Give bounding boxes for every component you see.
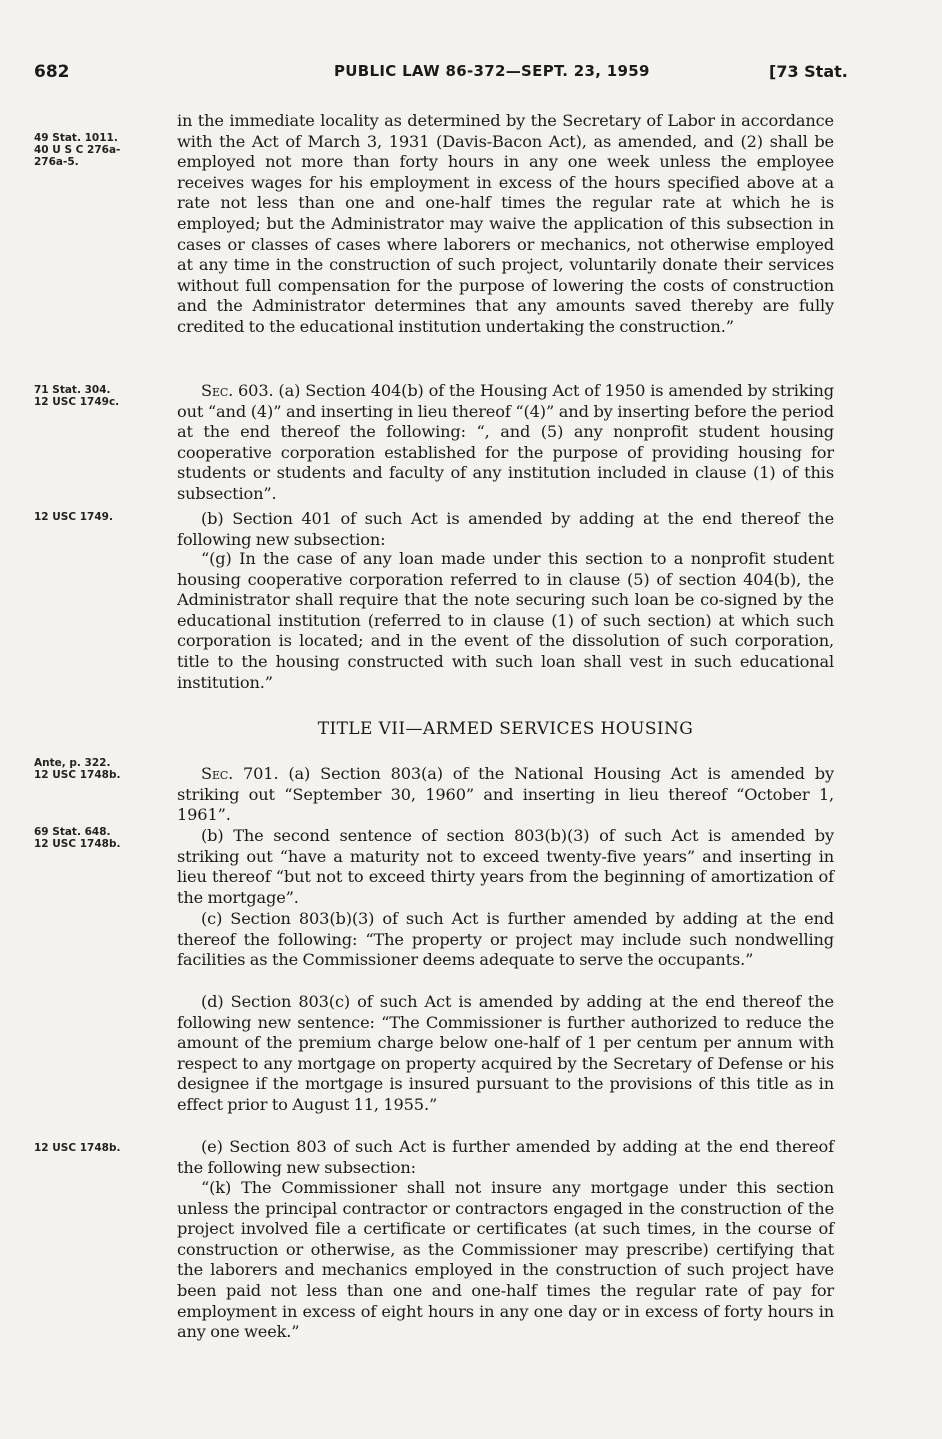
margin-note: 12 USC 1749. <box>34 511 113 523</box>
title-heading: TITLE VII—ARMED SERVICES HOUSING <box>317 719 694 739</box>
section-text: (a) Section 803(a) of the National Housing Act is amended by striking out “September 30, 1960” and inserting in lieu thereof “October 1, 1961”. <box>177 764 834 825</box>
section-text: (a) Section 404(b) of the Housing Act of 1950 is amended by striking out “and (4)” and inserting in lieu thereof “(4)” and by inserting before the period at the end thereof the following: “, and (5) any nonprofit student housing cooperative corporation established for the purpose of providing housing for students or students and faculty of any institution included in clause (1) of this subsection”. <box>177 381 834 503</box>
paragraph-continuation: in the immediate locality as determined by the Secretary of Labor in accordance with the Act of March 3, 1931 (Davis-Bacon Act), as amended, and (2) shall be employed not more than forty hours in any one week unless the employee receives wages for his employment in excess of the hours specified above at a rate not less than one and one-half times the regular rate at which he is employed; but the Administrator may waive the application of this subsection in cases or classes of cases where laborers or mechanics, not otherwise employed at any time in the construction of such project, voluntarily donate their services without full compensation for the purpose of lowering the costs of construction and the Administrator determines that any amounts saved thereby are fully credited to the educational institution undertaking the construction.” <box>177 111 834 336</box>
page-number: 682 <box>34 62 70 82</box>
subsection-g: “(g) In the case of any loan made under this section to a nonprofit student housing cooperative corporation referred to in clause (5) of section 404(b), the Administrator shall require that the note securing such loan be co-signed by the educational institution (referred to in clause (1) of such section) at which such corporation is located; and in the event of the dissolution of such corporation, title to the housing constructed with such loan shall vest in such educational institution.” <box>177 549 834 692</box>
section-701-b: (b) The second sentence of section 803(b)(3) of such Act is amended by striking out “have a maturity not to exceed twenty-five years” and inserting in lieu thereof “but not to exceed thirty years from the beginning of amortization of the mortgage”. <box>177 826 834 907</box>
page-header <box>34 62 884 86</box>
section-701-c: (c) Section 803(b)(3) of such Act is further amended by adding at the end thereof the following: “The property or project may include such nondwelling facilities as the Commissioner deems adequate to serve the occupants.” <box>177 909 834 970</box>
section-603-a <box>177 381 834 505</box>
margin-note: Ante, p. 322. 12 USC 1748b. <box>34 757 121 781</box>
section-701-d: (d) Section 803(c) of such Act is amended by adding at the end thereof the following new sentence: “The Commissioner is further authorized to reduce the amount of the premium charge below one-half of 1 per centum per annum with respect to any mortgage on property acquired by the Secretary of Defense or his designee if the mortgage is insured pursuant to the provisions of this title as in effect prior to August 11, 1955.” <box>177 992 834 1114</box>
section-701-e: (e) Section 803 of such Act is further amended by adding at the end thereof the following new subsection: <box>177 1137 834 1177</box>
margin-note: 69 Stat. 648. 12 USC 1748b. <box>34 826 121 850</box>
margin-note: 49 Stat. 1011. 40 U S C 276a- 276a-5. <box>34 132 121 168</box>
statute-volume: [73 Stat. <box>769 62 848 81</box>
section-label: Sec. 701. <box>201 764 279 783</box>
section-label: Sec. 603. <box>201 381 274 400</box>
section-701-a <box>177 764 834 826</box>
subsection-k: “(k) The Commissioner shall not insure any mortgage under this section unless the principal contractor or contractors engaged in the construction of the project involved file a certificate or certificates (at such times, in the course of construction or otherwise, as the Commissioner may prescribe) certifying that the laborers and mechanics employed in the construction of such project have been paid not less than one and one-half times the regular rate of pay for employment in excess of eight hours in any one day or in excess of forty hours in any one week.” <box>177 1178 834 1342</box>
margin-note: 12 USC 1748b. <box>34 1142 121 1154</box>
section-603-b: (b) Section 401 of such Act is amended by adding at the end thereof the following new subsection: <box>177 509 834 549</box>
margin-note: 71 Stat. 304. 12 USC 1749c. <box>34 384 120 408</box>
running-head: PUBLIC LAW 86-372—SEPT. 23, 1959 <box>334 62 650 80</box>
